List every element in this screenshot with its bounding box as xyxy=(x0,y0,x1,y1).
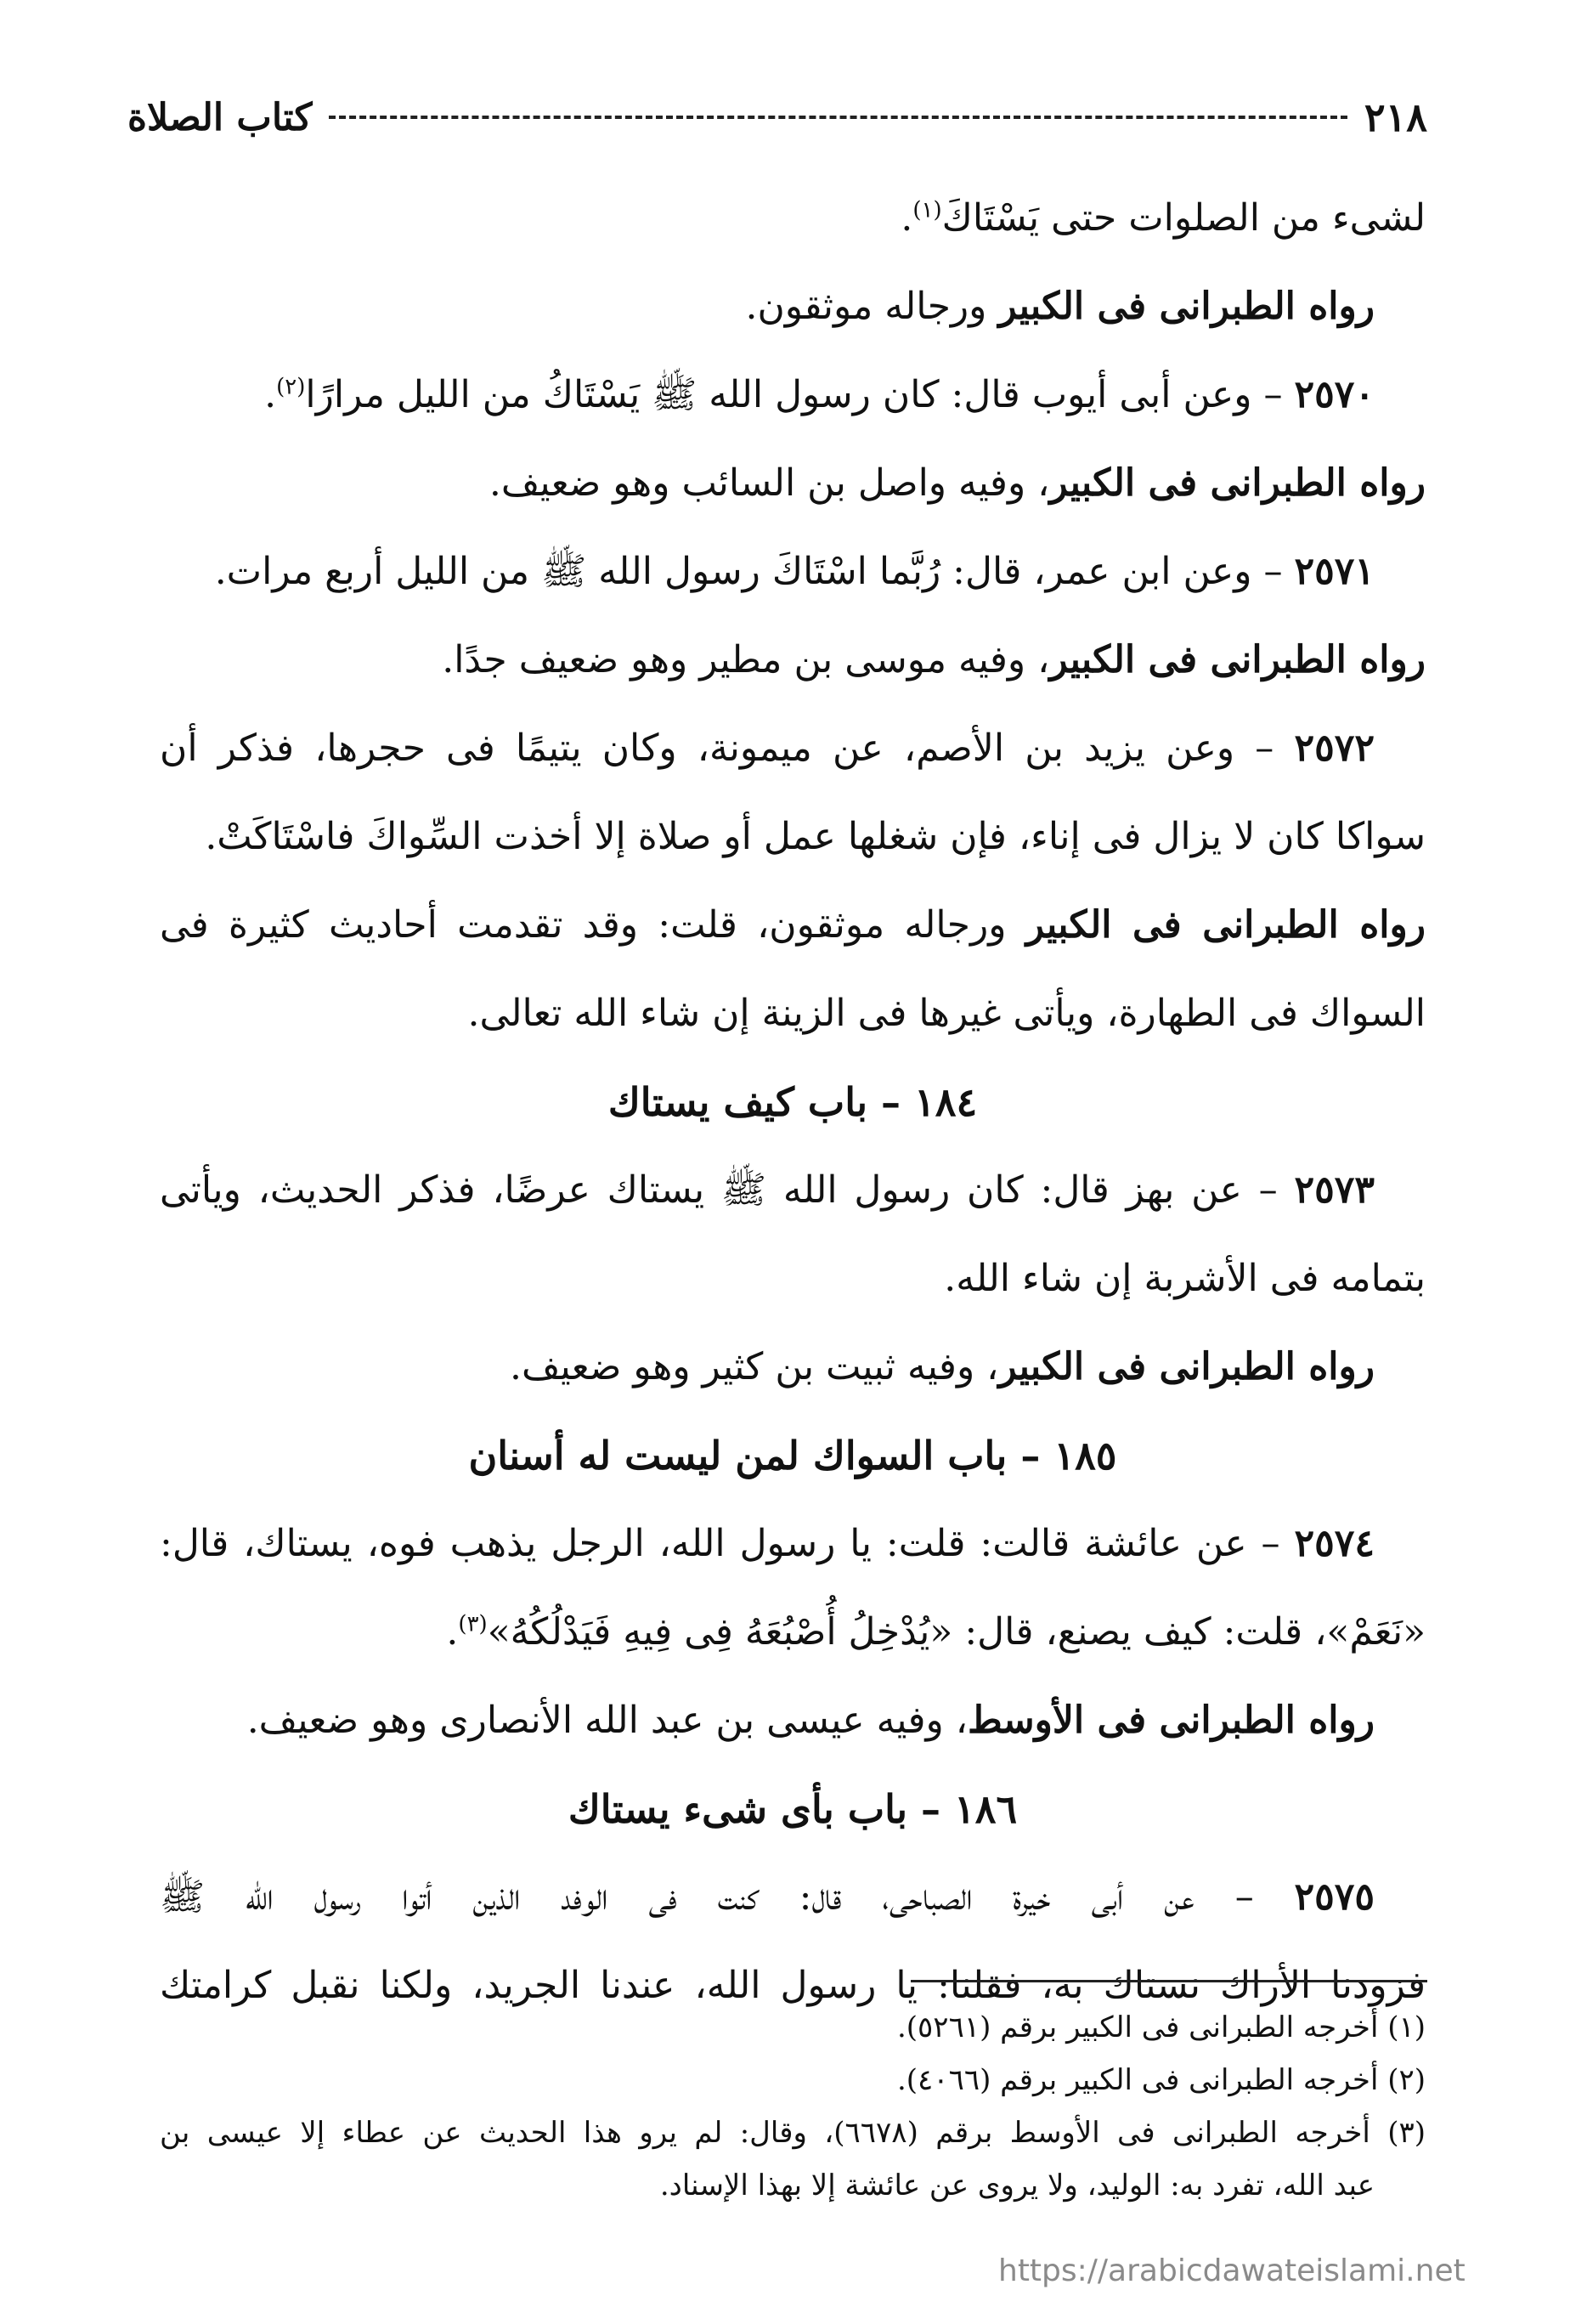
watermark-url: https://arabicdawateislami.net xyxy=(998,2253,1466,2288)
text-line: «نَعَمْ»، قلت: كيف يصنع، قال: «يُدْخِلُ أُصْبُعَهُ فِى فِيهِ فَيَدْلُكُهُ»$^{(٣)}$. xyxy=(446,1610,1426,1654)
footnote-2: (٢) أخرجه الطبرانى فى الكبير برقم (٤٠٦٦). xyxy=(896,2063,1426,2097)
narration-source: رواه الطبرانى فى الكبير، وفيه ثبيت بن كثير وهو ضعيف. xyxy=(510,1345,1375,1388)
text-line: لشىء من الصلوات حتى يَسْتَاكَ$^{(١)}$. xyxy=(901,196,1426,240)
footnote-ref: (٢) xyxy=(276,374,306,400)
footnote-1: (١) أخرجه الطبرانى فى الكبير برقم (٥٢٦١). xyxy=(896,2010,1426,2044)
chapter-heading-186: ١٨٦ – باب بأى شىء يستاك xyxy=(568,1786,1018,1832)
narration-source: رواه الطبرانى فى الكبير ورجاله موثقون. xyxy=(745,285,1375,328)
hadith-number: ٢٥٧٢ xyxy=(1294,727,1375,770)
page-header xyxy=(127,92,1427,143)
text-line: سواكا كان لا يزال فى إناء، فإن شغلها عمل أو صلاة إلا أخذت السِّواكَ فاسْتَاكَتْ. xyxy=(205,815,1426,858)
footnote-divider xyxy=(911,1980,1427,1982)
footnote-ref: (٣) xyxy=(458,1611,488,1637)
footnote-3-continued: عبد الله، تفرد به: الوليد، ولا يروى عن عائشة إلا بهذا الإسناد. xyxy=(659,2169,1375,2202)
hadith-number: ٢٥٧١ xyxy=(1294,550,1375,593)
hadith-2570: ٢٥٧٠ – وعن أبى أيوب قال: كان رسول الله ﷺ يَسْتَاكُ من الليل مرارًا$^{(٢)}$. xyxy=(264,373,1375,416)
narration-source: رواه الطبرانى فى الأوسط، وفيه عيسى بن عبد الله الأنصارى وهو ضعيف. xyxy=(246,1699,1375,1742)
chapter-heading-185: ١٨٥ – باب السواك لمن ليست له أسنان xyxy=(468,1433,1117,1479)
book-title: كتاب الصلاة xyxy=(127,95,313,139)
chapter-heading-184: ١٨٤ – باب كيف يستاك xyxy=(607,1079,978,1125)
hadith-2575: ٢٥٧٥ – عن أبى خيرة الصباحى، قال: كنت فى الوفد الذين أتوا رسول الله ﷺ xyxy=(160,1875,1375,1919)
hadith-number: ٢٥٧٤ xyxy=(1294,1522,1375,1565)
hadith-number: ٢٥٧٥ xyxy=(1294,1875,1375,1919)
header-rule xyxy=(329,116,1347,119)
main-text xyxy=(160,174,1426,2030)
narration-source: رواه الطبرانى فى الكبير ورجاله موثقون، قلت: وقد تقدمت أحاديث كثيرة فى xyxy=(160,903,1426,947)
hadith-2573: ٢٥٧٣ – عن بهز قال: كان رسول الله ﷺ يستاك عرضًا، فذكر الحديث، ويأتى xyxy=(160,1168,1375,1212)
narration-source: رواه الطبرانى فى الكبير، وفيه موسى بن مطير وهو ضعيف جدًا. xyxy=(442,638,1426,681)
hadith-2574: ٢٥٧٤ – عن عائشة قالت: قلت: يا رسول الله، الرجل يذهب فوه، يستاك، قال: xyxy=(160,1522,1375,1565)
hadith-number: ٢٥٧٣ xyxy=(1294,1168,1375,1212)
footnote-3: (٣) أخرجه الطبرانى فى الأوسط برقم (٦٦٧٨)، وقال: لم يرو هذا الحديث عن عطاء إلا عيسى بن xyxy=(160,2116,1426,2150)
footnote-ref: (١) xyxy=(912,197,942,223)
text-line: السواك فى الطهارة، ويأتى غيرها فى الزينة إن شاء الله تعالى. xyxy=(467,992,1426,1035)
hadith-2572: ٢٥٧٢ – وعن يزيد بن الأصم، عن ميمونة، وكان يتيمًا فى حجرها، فذكر أن xyxy=(160,727,1375,770)
text-line: بتمامه فى الأشربة إن شاء الله. xyxy=(944,1257,1426,1300)
text-line: فزودنا الأراك نستاك به، فقلنا: يا رسول الله، عندنا الجريد، ولكنا نقبل كرامتك xyxy=(160,1964,1426,2007)
hadith-number: ٢٥٧٠ xyxy=(1294,373,1375,416)
hadith-2571: ٢٥٧١ – وعن ابن عمر، قال: رُبَّما اسْتَاكَ رسول الله ﷺ من الليل أربع مرات. xyxy=(214,550,1375,593)
page-number: ٢١٨ xyxy=(1364,94,1427,140)
narration-source: رواه الطبرانى فى الكبير، وفيه واصل بن السائب وهو ضعيف. xyxy=(489,461,1426,505)
footnotes xyxy=(160,2001,1426,2212)
